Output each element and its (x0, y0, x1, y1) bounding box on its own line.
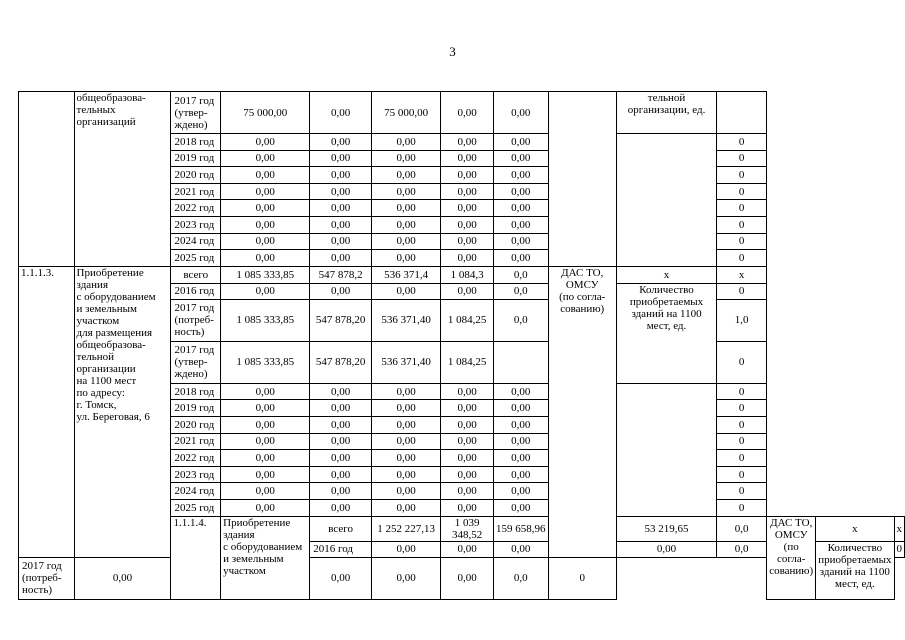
value-cell: 536 371,40 (371, 341, 440, 383)
value-cell: 0,00 (371, 250, 440, 267)
value-cell: 0,00 (441, 167, 494, 184)
value-cell: 0,00 (493, 450, 548, 467)
value-cell: 0,00 (493, 466, 548, 483)
year-cell: 2018 год (171, 134, 221, 151)
value-cell: 0,00 (371, 499, 440, 516)
indicator-value-cell: 0 (717, 400, 767, 417)
value-cell: 0,00 (441, 416, 494, 433)
value-cell: 0,00 (310, 134, 372, 151)
value-cell: 0,00 (310, 183, 372, 200)
year-cell: 2017 год (потреб- ность) (19, 557, 75, 599)
value-cell: 0,00 (441, 233, 494, 250)
value-cell: 0,00 (221, 150, 310, 167)
value-cell: 0,00 (441, 216, 494, 233)
value-cell: 0,00 (441, 400, 494, 417)
indicator-value-cell: 0 (717, 483, 767, 500)
indicator-value-cell: 0 (717, 383, 767, 400)
value-cell: 0,00 (310, 233, 372, 250)
value-cell: 0,00 (371, 450, 440, 467)
value-cell: 0,00 (371, 416, 440, 433)
value-cell: 0,00 (310, 499, 372, 516)
value-cell: 0,00 (221, 183, 310, 200)
year-cell: 2017 год (потреб- ность) (171, 299, 221, 341)
value-cell: 0,00 (493, 383, 548, 400)
year-cell: 2020 год (171, 416, 221, 433)
value-cell: 0,00 (371, 167, 440, 184)
indicator-name-cell (616, 134, 716, 267)
table-row (19, 92, 905, 134)
indicator-value-cell: 0 (717, 433, 767, 450)
value-cell: 0,00 (371, 150, 440, 167)
indicator-name-cell: Количество приобретаемых зданий на 1100 мест, ед. (616, 283, 716, 383)
value-cell: 0,00 (221, 283, 310, 299)
value-cell: 0,00 (441, 200, 494, 217)
value-cell: 1 084,25 (441, 341, 494, 383)
value-cell: 0,00 (441, 283, 494, 299)
event-name-cell: общеобразова- тельных организаций (74, 92, 171, 267)
indicator-name-cell: тельной организации, ед. (616, 92, 716, 134)
year-cell: 2025 год (171, 250, 221, 267)
value-cell: 0,00 (371, 466, 440, 483)
value-cell: 0,00 (493, 134, 548, 151)
value-cell: 0,00 (493, 483, 548, 500)
indicator-name-cell: х (816, 516, 894, 541)
value-cell: 0,00 (221, 483, 310, 500)
value-cell: 547 878,20 (310, 341, 372, 383)
executor-cell: ДАС ТО, ОМСУ (по согла- сованию) (767, 516, 816, 599)
value-cell: 53 219,65 (616, 516, 716, 541)
value-cell: 0,00 (441, 499, 494, 516)
value-cell: 0,00 (221, 416, 310, 433)
value-cell: 0,00 (371, 557, 440, 599)
value-cell: 0,00 (310, 450, 372, 467)
indicator-value-cell: 0 (717, 134, 767, 151)
value-cell: 0,00 (441, 383, 494, 400)
value-cell: 0,0 (717, 541, 767, 557)
value-cell: 0,00 (221, 450, 310, 467)
indicator-value-cell: 0 (548, 557, 616, 599)
value-cell: 0,00 (310, 200, 372, 217)
value-cell: 0,00 (310, 433, 372, 450)
year-cell: 2022 год (171, 200, 221, 217)
value-cell: 159 658,96 (493, 516, 548, 541)
value-cell: 0,00 (493, 92, 548, 134)
value-cell: 0,00 (493, 200, 548, 217)
value-cell: 0,00 (493, 183, 548, 200)
value-cell: 0,00 (310, 216, 372, 233)
value-cell: 0,00 (310, 483, 372, 500)
indicator-value-cell (717, 92, 767, 134)
year-cell: 2021 год (171, 433, 221, 450)
year-cell: 2022 год (171, 450, 221, 467)
value-cell: 0,00 (221, 233, 310, 250)
value-cell: 0,0 (717, 516, 767, 541)
value-cell: 0,00 (371, 400, 440, 417)
number-cell (19, 92, 75, 267)
value-cell: 1 084,25 (441, 299, 494, 341)
value-cell: 0,00 (310, 150, 372, 167)
event-name-cell: Приобретение здания с оборудованием и земельным участком (221, 516, 310, 599)
value-cell: 0,00 (310, 383, 372, 400)
year-cell: 2016 год (171, 283, 221, 299)
value-cell: 0,00 (371, 183, 440, 200)
value-cell: 0,00 (310, 250, 372, 267)
indicator-name-cell: х (616, 266, 716, 283)
indicator-value-cell: 0 (717, 183, 767, 200)
value-cell: 0,00 (221, 499, 310, 516)
indicator-value-cell: х (717, 266, 767, 283)
indicator-value-cell: 0 (717, 233, 767, 250)
year-cell: 2019 год (171, 400, 221, 417)
year-cell: 2024 год (171, 483, 221, 500)
indicator-value-cell: 0 (717, 466, 767, 483)
value-cell: 0,00 (441, 433, 494, 450)
year-cell: 2016 год (310, 541, 372, 557)
table-row (19, 266, 905, 283)
indicator-value-cell: 0 (717, 150, 767, 167)
value-cell: 0,00 (493, 499, 548, 516)
value-cell: 0,00 (441, 250, 494, 267)
value-cell: 0,00 (441, 483, 494, 500)
value-cell: 536 371,4 (371, 266, 440, 283)
indicator-name-cell (616, 383, 716, 516)
value-cell: 0,00 (371, 200, 440, 217)
indicator-value-cell: 0 (717, 450, 767, 467)
budget-table (18, 91, 905, 600)
value-cell: 0,00 (371, 541, 440, 557)
value-cell: 547 878,20 (310, 299, 372, 341)
value-cell: 0,00 (221, 167, 310, 184)
value-cell: 0,00 (371, 233, 440, 250)
value-cell: 0,0 (493, 299, 548, 341)
value-cell: 0,00 (441, 150, 494, 167)
value-cell: 1 085 333,85 (221, 266, 310, 283)
number-cell: 1.1.1.3. (19, 266, 75, 557)
value-cell: 0,00 (221, 400, 310, 417)
value-cell: 547 878,2 (310, 266, 372, 283)
year-cell: 2019 год (171, 150, 221, 167)
indicator-value-cell: 0 (717, 283, 767, 299)
value-cell: 0,0 (493, 557, 548, 599)
year-cell: 2024 год (171, 233, 221, 250)
indicator-value-cell: 0 (717, 499, 767, 516)
year-cell: 2023 год (171, 466, 221, 483)
indicator-value-cell: 1,0 (717, 299, 767, 341)
value-cell: 0,0 (493, 283, 548, 299)
value-cell (493, 341, 548, 383)
value-cell: 0,00 (616, 541, 716, 557)
value-cell: 0,00 (371, 216, 440, 233)
year-cell: 2023 год (171, 216, 221, 233)
value-cell: 1 085 333,85 (221, 299, 310, 341)
year-cell: 2025 год (171, 499, 221, 516)
value-cell: 0,00 (221, 383, 310, 400)
value-cell: 0,00 (493, 541, 548, 557)
number-cell: 1.1.1.4. (171, 516, 221, 599)
value-cell: 0,00 (493, 233, 548, 250)
indicator-value-cell: 0 (717, 250, 767, 267)
indicator-value-cell: 0 (717, 200, 767, 217)
value-cell: 0,00 (371, 134, 440, 151)
indicator-value-cell: 0 (717, 341, 767, 383)
event-name-cell: Приобретение здания с оборудованием и земельным участком для размещения общеобразова- тельной организации на 1100 мест по адресу: г. Томск, ул. Береговая, 6 (74, 266, 171, 557)
indicator-value-cell: 0 (717, 216, 767, 233)
value-cell: 0,00 (493, 150, 548, 167)
value-cell: 0,00 (441, 450, 494, 467)
value-cell: 0,00 (371, 483, 440, 500)
year-cell: 2018 год (171, 383, 221, 400)
indicator-value-cell: 0 (717, 167, 767, 184)
value-cell: 0,00 (493, 250, 548, 267)
value-cell: 0,00 (310, 283, 372, 299)
year-cell: всего (310, 516, 372, 541)
value-cell: 0,00 (310, 92, 372, 134)
value-cell: 1 084,3 (441, 266, 494, 283)
year-cell: 2017 год (утвер- ждено) (171, 341, 221, 383)
value-cell: 0,00 (441, 134, 494, 151)
indicator-value-cell: 0 (894, 541, 905, 557)
value-cell: 1 039 348,52 (441, 516, 494, 541)
value-cell: 0,00 (221, 433, 310, 450)
year-cell: 2021 год (171, 183, 221, 200)
value-cell: 0,00 (310, 466, 372, 483)
value-cell: 0,00 (310, 557, 372, 599)
year-cell: 2017 год (утвер- ждено) (171, 92, 221, 134)
value-cell: 0,00 (441, 466, 494, 483)
value-cell: 0,00 (221, 216, 310, 233)
indicator-value-cell: х (894, 516, 905, 541)
value-cell: 0,00 (493, 400, 548, 417)
value-cell: 0,00 (371, 433, 440, 450)
value-cell: 0,00 (221, 250, 310, 267)
value-cell: 0,00 (493, 433, 548, 450)
value-cell: 0,0 (493, 266, 548, 283)
value-cell: 1 252 227,13 (371, 516, 440, 541)
value-cell: 0,00 (221, 134, 310, 151)
value-cell: 0,00 (310, 416, 372, 433)
value-cell: 0,00 (371, 283, 440, 299)
value-cell: 0,00 (221, 466, 310, 483)
year-cell: всего (171, 266, 221, 283)
indicator-value-cell: 0 (717, 416, 767, 433)
value-cell: 536 371,40 (371, 299, 440, 341)
value-cell: 0,00 (441, 557, 494, 599)
value-cell: 1 085 333,85 (221, 341, 310, 383)
value-cell: 0,00 (221, 200, 310, 217)
page-number: 3 (449, 44, 456, 59)
indicator-name-cell: Количество приобретаемых зданий на 1100 мест, ед. (816, 541, 894, 599)
value-cell: 0,00 (493, 216, 548, 233)
value-cell: 75 000,00 (221, 92, 310, 134)
value-cell: 0,00 (371, 383, 440, 400)
value-cell: 0,00 (441, 92, 494, 134)
year-cell: 2020 год (171, 167, 221, 184)
value-cell: 0,00 (493, 416, 548, 433)
value-cell: 0,00 (441, 183, 494, 200)
value-cell: 75 000,00 (371, 92, 440, 134)
value-cell: 0,00 (441, 541, 494, 557)
value-cell: 0,00 (310, 167, 372, 184)
value-cell: 0,00 (493, 167, 548, 184)
executor-cell: ДАС ТО, ОМСУ (по согла- сованию) (548, 266, 616, 557)
value-cell: 0,00 (310, 400, 372, 417)
value-cell: 0,00 (74, 557, 171, 599)
executor-cell (548, 92, 616, 267)
